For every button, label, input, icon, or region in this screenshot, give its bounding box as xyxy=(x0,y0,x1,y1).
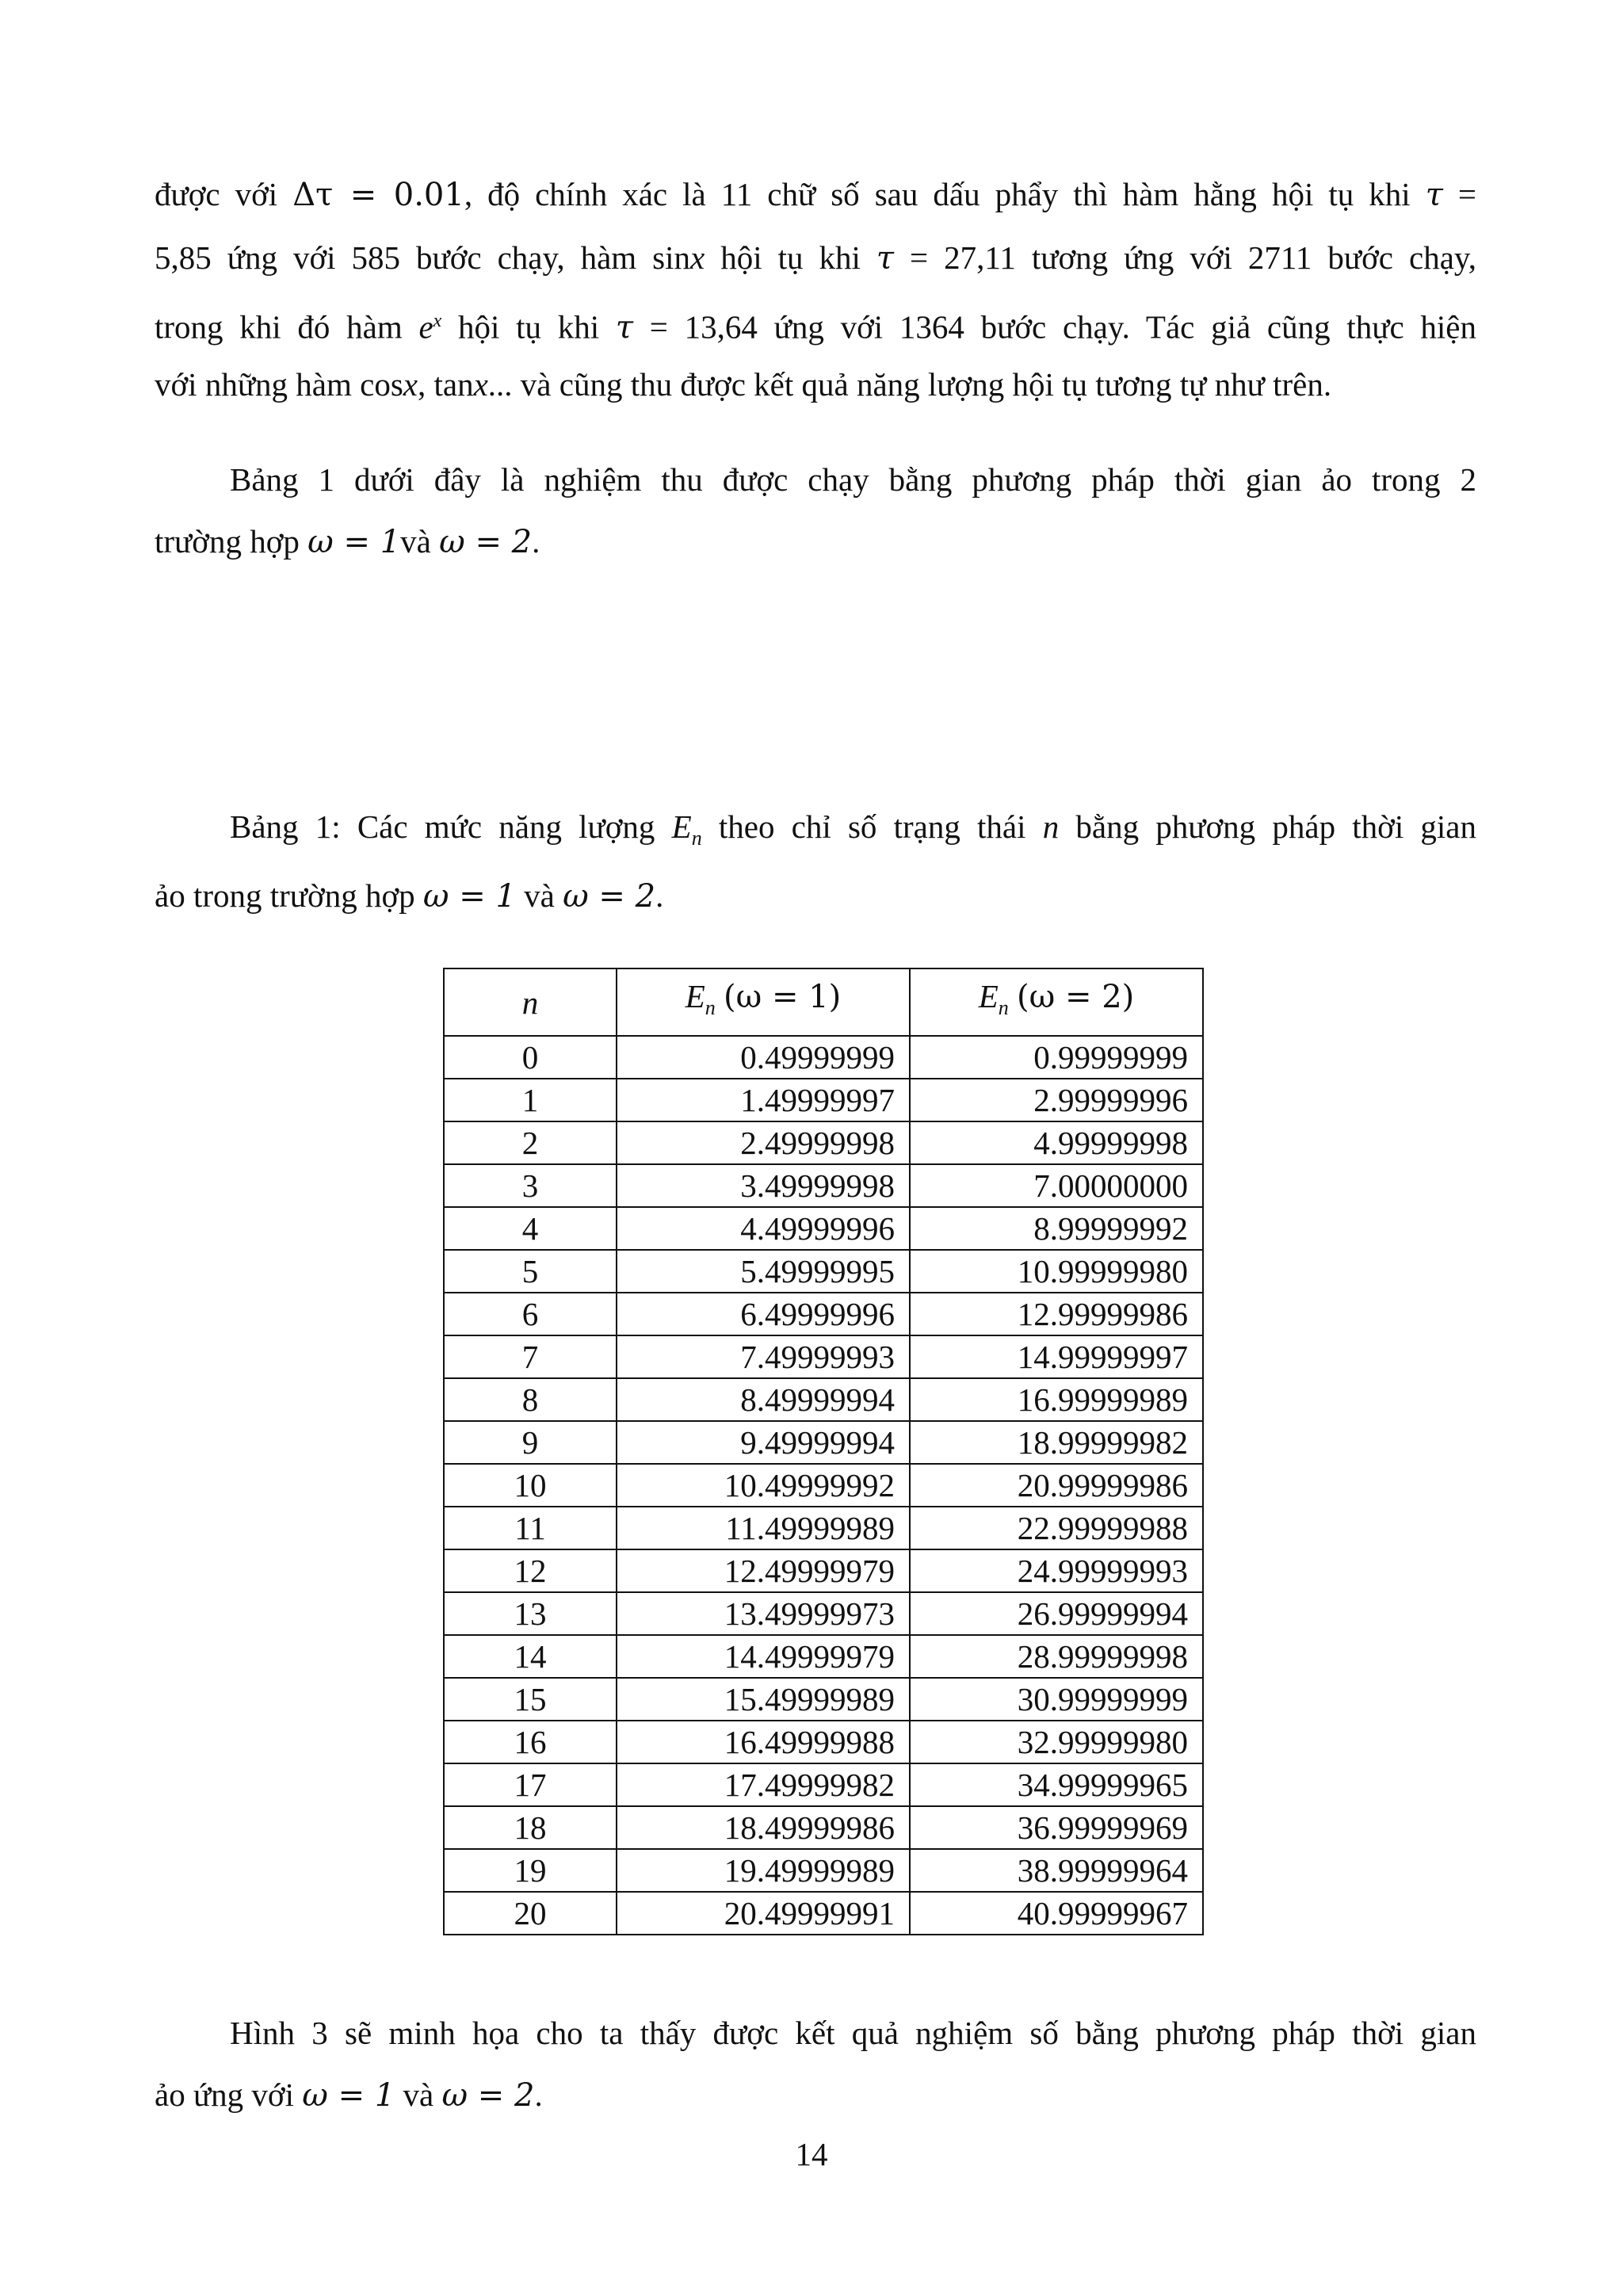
cell-n: 18 xyxy=(444,1806,617,1849)
cell-energy-omega-1: 11.49999989 xyxy=(617,1507,910,1549)
cell-energy-omega-1: 15.49999989 xyxy=(617,1678,910,1721)
table-row xyxy=(444,1207,1203,1250)
table-row xyxy=(444,1763,1203,1806)
cell-energy-omega-2: 2.99999996 xyxy=(910,1079,1203,1121)
table-row xyxy=(444,1036,1203,1079)
table-row xyxy=(444,1079,1203,1121)
cell-energy-omega-1: 8.49999994 xyxy=(617,1378,910,1421)
cell-energy-omega-2: 7.00000000 xyxy=(910,1164,1203,1207)
cell-n: 13 xyxy=(444,1592,617,1635)
cell-n: 16 xyxy=(444,1721,617,1763)
cell-n: 20 xyxy=(444,1892,617,1935)
cell-n: 3 xyxy=(444,1164,617,1207)
header-energy-omega-1: $E_n$ (ω = 1) xyxy=(617,968,910,1036)
cell-energy-omega-2: 16.99999989 xyxy=(910,1378,1203,1421)
table-row xyxy=(444,1421,1203,1464)
cell-energy-omega-1: 19.49999989 xyxy=(617,1849,910,1892)
cell-energy-omega-2: 14.99999997 xyxy=(910,1335,1203,1378)
table-row xyxy=(444,1849,1203,1892)
table-row xyxy=(444,1250,1203,1293)
cell-energy-omega-2: 20.99999986 xyxy=(910,1464,1203,1507)
page-number: 14 xyxy=(795,2136,828,2172)
cell-energy-omega-2: 10.99999980 xyxy=(910,1250,1203,1293)
header-n: n xyxy=(444,968,617,1036)
cell-n: 12 xyxy=(444,1549,617,1592)
cell-energy-omega-1: 13.49999973 xyxy=(617,1592,910,1635)
cell-energy-omega-1: 18.49999986 xyxy=(617,1806,910,1849)
cell-energy-omega-1: 4.49999996 xyxy=(617,1207,910,1250)
cell-n: 2 xyxy=(444,1121,617,1164)
cell-n: 0 xyxy=(444,1036,617,1079)
cell-energy-omega-1: 9.49999994 xyxy=(617,1421,910,1464)
cell-energy-omega-2: 18.99999982 xyxy=(910,1421,1203,1464)
cell-energy-omega-2: 38.99999964 xyxy=(910,1849,1203,1892)
cell-energy-omega-1: 14.49999979 xyxy=(617,1635,910,1678)
table-row xyxy=(444,1335,1203,1378)
cell-n: 7 xyxy=(444,1335,617,1378)
table-row xyxy=(444,1121,1203,1164)
cell-energy-omega-1: 20.49999991 xyxy=(617,1892,910,1935)
cell-n: 17 xyxy=(444,1763,617,1806)
cell-n: 6 xyxy=(444,1293,617,1335)
cell-energy-omega-2: 40.99999967 xyxy=(910,1892,1203,1935)
cell-energy-omega-2: 8.99999992 xyxy=(910,1207,1203,1250)
cell-n: 5 xyxy=(444,1250,617,1293)
cell-energy-omega-1: 3.49999998 xyxy=(617,1164,910,1207)
header-energy-omega-2: $E_n$ (ω = 2) xyxy=(910,968,1203,1036)
table-row xyxy=(444,1721,1203,1763)
cell-n: 8 xyxy=(444,1378,617,1421)
table-row xyxy=(444,1549,1203,1592)
cell-energy-omega-2: 12.99999986 xyxy=(910,1293,1203,1335)
cell-energy-omega-2: 22.99999988 xyxy=(910,1507,1203,1549)
cell-n: 4 xyxy=(444,1207,617,1250)
cell-n: 1 xyxy=(444,1079,617,1121)
cell-n: 10 xyxy=(444,1464,617,1507)
paragraph-3-line-2: ảo ứng với ω = 1 và ω = 2. xyxy=(155,2076,543,2114)
cell-energy-omega-2: 34.99999965 xyxy=(910,1763,1203,1806)
paragraph-1-line-4: với những hàm cosx, tanx... và cũng thu được kết quả năng lượng hội tụ tương tự như trên. xyxy=(155,366,1332,403)
cell-energy-omega-2: 4.99999998 xyxy=(910,1121,1203,1164)
cell-n: 11 xyxy=(444,1507,617,1549)
cell-energy-omega-2: 28.99999998 xyxy=(910,1635,1203,1678)
cell-energy-omega-1: 7.49999993 xyxy=(617,1335,910,1378)
cell-energy-omega-1: 6.49999996 xyxy=(617,1293,910,1335)
cell-n: 15 xyxy=(444,1678,617,1721)
paragraph-3-line-1: Hình 3 sẽ minh họa cho ta thấy được kết quả nghiệm số bằng phương pháp thời gian xyxy=(230,2015,1476,2051)
table-row xyxy=(444,1164,1203,1207)
paragraph-1-line-3: trong khi đó hàm $e^x$ hội tụ khi τ = 13,64 ứng với 1364 bước chạy. Tác giả cũng thực hiện xyxy=(155,308,1476,346)
cell-energy-omega-2: 36.99999969 xyxy=(910,1806,1203,1849)
cell-energy-omega-1: 1.49999997 xyxy=(617,1079,910,1121)
paragraph-1-line-1: được với Δτ = 0.01, độ chính xác là 11 chữ số sau dấu phẩy thì hàm hằng hội tụ khi τ = xyxy=(155,176,1476,213)
table-row xyxy=(444,1635,1203,1678)
table-row xyxy=(444,1464,1203,1507)
paragraph-2-line-1: Bảng 1 dưới đây là nghiệm thu được chạy bằng phương pháp thời gian ảo trong 2 xyxy=(230,461,1476,498)
table-caption-line-2: ảo trong trường hợp ω = 1 và ω = 2. xyxy=(155,877,664,915)
cell-energy-omega-1: 17.49999982 xyxy=(617,1763,910,1806)
energy-levels-table xyxy=(443,968,1204,1935)
cell-energy-omega-1: 5.49999995 xyxy=(617,1250,910,1293)
table-row xyxy=(444,1806,1203,1849)
cell-energy-omega-1: 12.49999979 xyxy=(617,1549,910,1592)
cell-energy-omega-2: 24.99999993 xyxy=(910,1549,1203,1592)
cell-energy-omega-2: 26.99999994 xyxy=(910,1592,1203,1635)
cell-energy-omega-1: 2.49999998 xyxy=(617,1121,910,1164)
cell-energy-omega-2: 0.99999999 xyxy=(910,1036,1203,1079)
paragraph-2-line-2: trường hợp ω = 1và ω = 2. xyxy=(155,523,540,560)
cell-energy-omega-1: 16.49999988 xyxy=(617,1721,910,1763)
cell-n: 9 xyxy=(444,1421,617,1464)
table-row xyxy=(444,1293,1203,1335)
cell-n: 14 xyxy=(444,1635,617,1678)
table-row xyxy=(444,1378,1203,1421)
cell-energy-omega-1: 0.49999999 xyxy=(617,1036,910,1079)
cell-n: 19 xyxy=(444,1849,617,1892)
table-row xyxy=(444,1892,1203,1935)
table-body xyxy=(444,1036,1203,1935)
table-caption-line-1: Bảng 1: Các mức năng lượng $E_n$ theo chỉ số trạng thái n bằng phương pháp thời gian xyxy=(230,808,1477,850)
table-row xyxy=(444,1592,1203,1635)
cell-energy-omega-2: 30.99999999 xyxy=(910,1678,1203,1721)
table-row xyxy=(444,1507,1203,1549)
cell-energy-omega-2: 32.99999980 xyxy=(910,1721,1203,1763)
table-row xyxy=(444,1678,1203,1721)
cell-energy-omega-1: 10.49999992 xyxy=(617,1464,910,1507)
paragraph-1-line-2: 5,85 ứng với 585 bước chạy, hàm sinx hội tụ khi τ = 27,11 tương ứng với 2711 bước chạy, xyxy=(155,239,1476,277)
table-header-row xyxy=(444,968,1203,1036)
